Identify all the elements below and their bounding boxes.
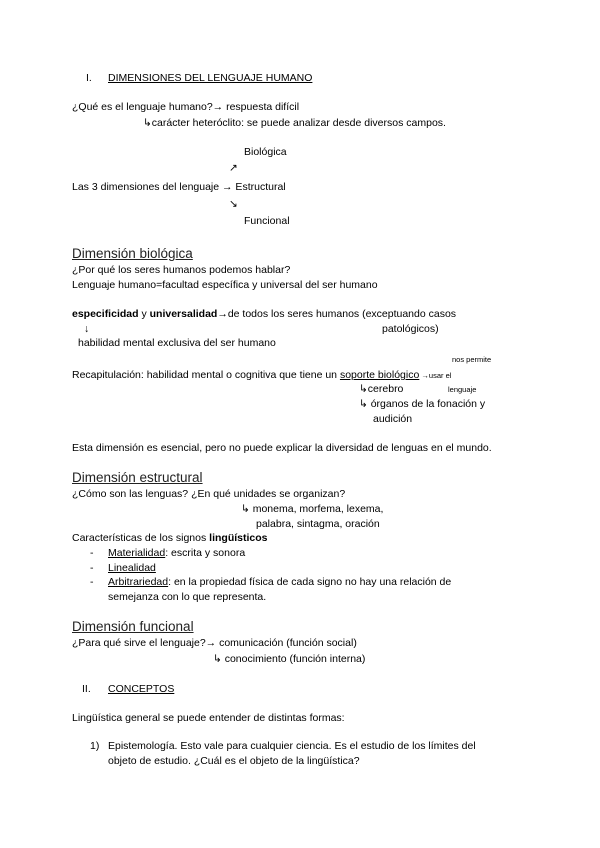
item-label: Linealidad — [108, 562, 156, 574]
section1-title: DIMENSIONES DEL LENGUAJE HUMANO — [108, 72, 313, 84]
bio-spec-line — [72, 308, 456, 321]
section2-item-num: 1) — [90, 740, 100, 752]
list-item — [90, 576, 452, 589]
bio-audicion: audición — [373, 413, 413, 425]
diagram-lead: Las 3 dimensiones del lenguaje → Estructural — [72, 181, 286, 193]
heading-estructural: Dimensión estructural — [72, 470, 203, 485]
section2-item-line2: objeto de estudio. ¿Cuál es el objeto de la lingüística? — [108, 755, 360, 767]
bio-lenguaje: lenguaje — [448, 385, 477, 394]
bio-cerebro: ↳cerebro — [359, 383, 404, 395]
diagram-top: Biológica — [244, 146, 287, 158]
spec-y: y — [138, 308, 150, 320]
estr-units1: ↳ monema, morfema, lexema, — [241, 503, 384, 515]
item-label: Arbitrariedad — [108, 576, 169, 588]
section2-title: CONCEPTOS — [108, 683, 175, 695]
diagram-bottom: Funcional — [244, 215, 290, 227]
item-label: Materialidad — [108, 547, 166, 559]
section2-intro: Lingüística general se puede entender de distintas formas: — [72, 712, 345, 724]
diagram-arrow-up: ↗ — [229, 162, 238, 174]
item-text: : escrita y sonora — [165, 547, 246, 559]
estr-question: ¿Cómo son las lenguas? ¿En qué unidades se organizan? — [72, 488, 346, 500]
heading-funcional: Dimensión funcional — [72, 619, 194, 634]
item-text: : en la propiedad física de cada signo no hay una relación de — [168, 576, 452, 588]
bio-organos: ↳ órganos de la fonación y — [359, 398, 486, 410]
estr-caracteristicas — [72, 532, 268, 545]
list-dash: - — [90, 547, 94, 559]
bio-habilidad: habilidad mental exclusiva del ser humano — [78, 337, 276, 349]
func-question: ¿Para qué sirve el lenguaje?→ comunicación (función social) — [72, 637, 357, 649]
list-item — [90, 547, 246, 560]
spec-word: especificidad — [72, 308, 139, 320]
section1-question: ¿Qué es el lenguaje humano?→ respuesta difícil — [72, 101, 300, 113]
list-dash: - — [90, 562, 94, 574]
recap-soporte: soporte biológico — [339, 369, 420, 381]
section1-number: I. — [86, 72, 92, 84]
bio-nos-permite: nos permite — [452, 355, 492, 364]
diagram-arrow-down: ↘ — [229, 198, 238, 210]
recap-prefix: Recapitulación: habilidad mental o cognitiva que tiene un — [72, 369, 340, 381]
section1-answer: ↳carácter heteróclito: se puede analizar desde diversos campos. — [143, 117, 446, 129]
list-item-continuation: semejanza con lo que representa. — [108, 591, 267, 603]
bio-patologicos: patológicos) — [382, 323, 439, 335]
car-bold: lingüísticos — [209, 532, 268, 544]
bio-question: ¿Por qué los seres humanos podemos hablar? — [72, 264, 291, 276]
list-item — [90, 562, 156, 575]
section2-number: II. — [82, 683, 91, 695]
bio-down-arrow: ↓ — [84, 323, 90, 335]
func-answer: ↳ conocimiento (función interna) — [213, 653, 366, 665]
bio-nota: Esta dimensión es esencial, pero no puede explicar la diversidad de lenguas en el mundo. — [72, 442, 492, 454]
recap-suffix: →usar el — [419, 371, 452, 380]
car-prefix: Características de los signos — [72, 532, 210, 544]
univ-word: universalidad — [149, 308, 218, 320]
list-dash: - — [90, 576, 94, 588]
section2-item-line1: Epistemología. Esto vale para cualquier ciencia. Es el estudio de los límites del — [108, 740, 476, 752]
spec-rest: →de todos los seres humanos (exceptuando casos — [217, 308, 457, 320]
bio-definition: Lenguaje humano=facultad específica y universal del ser humano — [72, 279, 378, 291]
estr-units2: palabra, sintagma, oración — [256, 518, 380, 530]
bio-recap — [72, 369, 451, 382]
heading-biologica: Dimensión biológica — [72, 246, 193, 261]
